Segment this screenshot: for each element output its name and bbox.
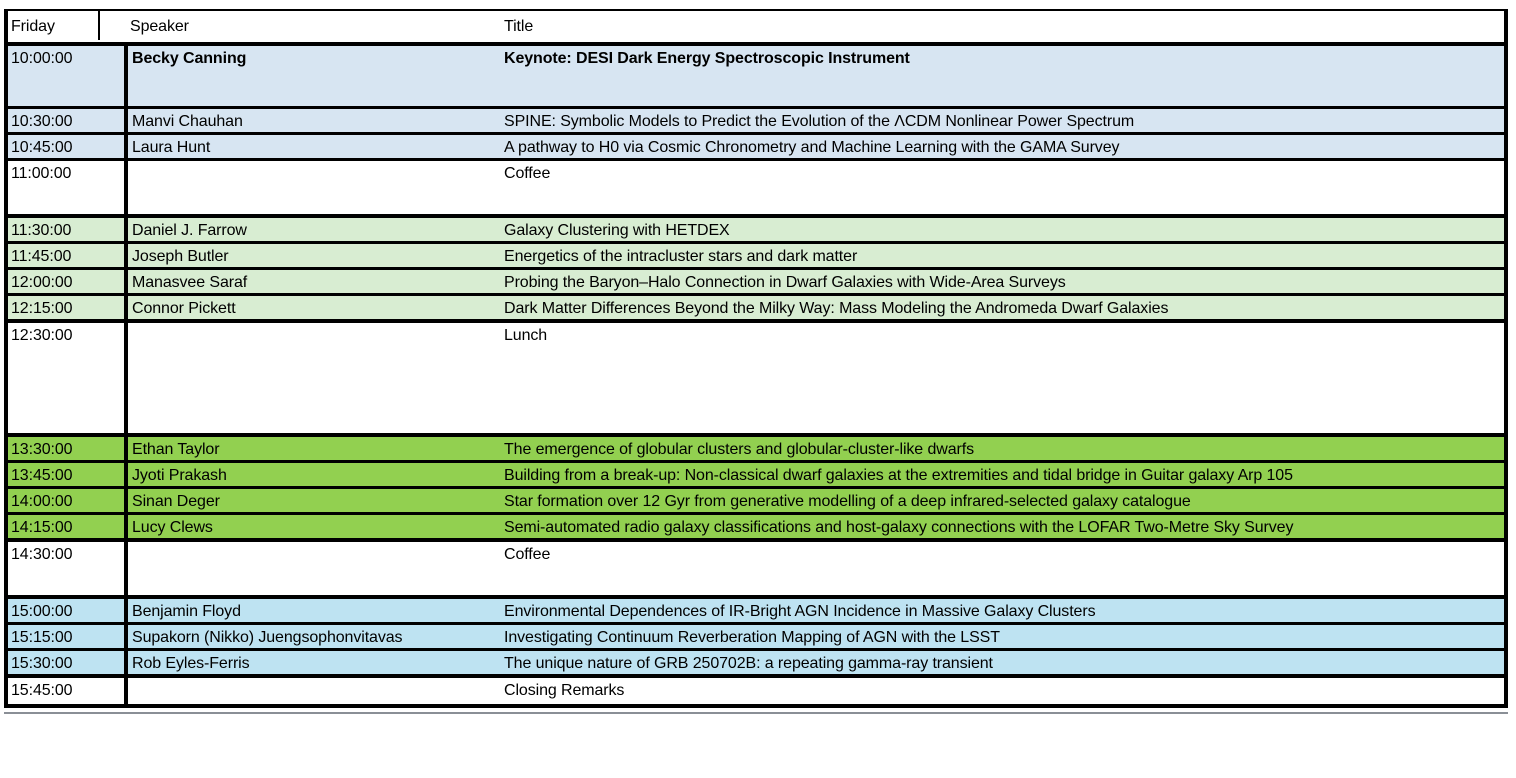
friday-schedule-table	[4, 9, 1508, 714]
cell-title: A pathway to H0 via Cosmic Chronometry and Machine Learning with the GAMA Survey	[500, 133, 1506, 159]
schedule-row	[6, 216, 1506, 243]
cell-speaker: Ethan Taylor	[126, 435, 500, 462]
cell-title: Building from a break-up: Non-classical dwarf galaxies at the extremities and tidal bridge in Guitar galaxy Arp 105	[500, 462, 1506, 488]
cell-speaker	[126, 540, 500, 597]
schedule-row	[6, 269, 1506, 295]
schedule-row	[6, 159, 1506, 216]
schedule-row	[6, 435, 1506, 462]
cell-time: 15:45:00	[6, 676, 126, 706]
schedule-row	[6, 295, 1506, 322]
cell-speaker: Rob Eyles-Ferris	[126, 650, 500, 677]
schedule-row	[6, 676, 1506, 706]
col-header-speaker: Speaker	[126, 10, 500, 44]
cell-speaker	[126, 676, 500, 706]
cell-time: 15:30:00	[6, 650, 126, 677]
cell-time: 10:00:00	[6, 44, 126, 107]
schedule-row	[6, 488, 1506, 514]
cell-title: Coffee	[500, 159, 1506, 216]
cell-title: The unique nature of GRB 250702B: a repeating gamma-ray transient	[500, 650, 1506, 677]
cell-title: Investigating Continuum Reverberation Mapping of AGN with the LSST	[500, 624, 1506, 650]
cell-time: 14:15:00	[6, 514, 126, 541]
cell-speaker: Laura Hunt	[126, 133, 500, 159]
schedule-row	[6, 107, 1506, 133]
cell-title: Keynote: DESI Dark Energy Spectroscopic Instrument	[500, 44, 1506, 107]
schedule-row	[6, 44, 1506, 107]
cell-speaker: Supakorn (Nikko) Juengsophonvitavas	[126, 624, 500, 650]
schedule-row	[6, 597, 1506, 624]
cell-time: 15:00:00	[6, 597, 126, 624]
cell-speaker: Joseph Butler	[126, 243, 500, 269]
cell-time: 11:00:00	[6, 159, 126, 216]
schedule-row	[6, 540, 1506, 597]
cell-time: 14:00:00	[6, 488, 126, 514]
cell-title: Galaxy Clustering with HETDEX	[500, 216, 1506, 243]
header-row	[6, 10, 1506, 44]
cropped-next-table-edge	[4, 712, 1508, 714]
header-column-divider	[98, 11, 100, 40]
cell-speaker: Manvi Chauhan	[126, 107, 500, 133]
cell-time: 14:30:00	[6, 540, 126, 597]
schedule-table	[4, 9, 1508, 708]
cell-title: Dark Matter Differences Beyond the Milky Way: Mass Modeling the Andromeda Dwarf Galaxies	[500, 295, 1506, 322]
schedule-row	[6, 462, 1506, 488]
cell-title: The emergence of globular clusters and globular-cluster-like dwarfs	[500, 435, 1506, 462]
cell-speaker: Becky Canning	[126, 44, 500, 107]
schedule-body	[6, 44, 1506, 706]
cell-title: Probing the Baryon–Halo Connection in Dwarf Galaxies with Wide-Area Surveys	[500, 269, 1506, 295]
schedule-row	[6, 243, 1506, 269]
cell-time: 15:15:00	[6, 624, 126, 650]
cell-speaker	[126, 159, 500, 216]
cell-speaker	[126, 321, 500, 435]
cell-time: 13:45:00	[6, 462, 126, 488]
cell-speaker: Sinan Deger	[126, 488, 500, 514]
cell-speaker: Lucy Clews	[126, 514, 500, 541]
cell-title: Energetics of the intracluster stars and dark matter	[500, 243, 1506, 269]
cell-title: SPINE: Symbolic Models to Predict the Evolution of the ΛCDM Nonlinear Power Spectrum	[500, 107, 1506, 133]
cell-title: Closing Remarks	[500, 676, 1506, 706]
schedule-row	[6, 624, 1506, 650]
schedule-row	[6, 650, 1506, 677]
col-header-day: Friday	[6, 10, 126, 44]
cell-speaker: Connor Pickett	[126, 295, 500, 322]
schedule-row	[6, 133, 1506, 159]
cell-time: 11:45:00	[6, 243, 126, 269]
cell-speaker: Jyoti Prakash	[126, 462, 500, 488]
schedule-header	[6, 10, 1506, 44]
cell-title: Coffee	[500, 540, 1506, 597]
cell-title: Lunch	[500, 321, 1506, 435]
schedule-row	[6, 514, 1506, 541]
cell-time: 12:15:00	[6, 295, 126, 322]
cell-speaker: Daniel J. Farrow	[126, 216, 500, 243]
cell-title: Star formation over 12 Gyr from generative modelling of a deep infrared-selected galaxy catalogue	[500, 488, 1506, 514]
cell-title: Semi-automated radio galaxy classifications and host-galaxy connections with the LOFAR Two-Metre Sky Survey	[500, 514, 1506, 541]
cell-time: 12:00:00	[6, 269, 126, 295]
cell-time: 13:30:00	[6, 435, 126, 462]
cell-time: 10:30:00	[6, 107, 126, 133]
col-header-title: Title	[500, 10, 1506, 44]
schedule-row	[6, 321, 1506, 435]
cell-time: 12:30:00	[6, 321, 126, 435]
cell-time: 11:30:00	[6, 216, 126, 243]
cell-speaker: Benjamin Floyd	[126, 597, 500, 624]
cell-speaker: Manasvee Saraf	[126, 269, 500, 295]
cell-title: Environmental Dependences of IR-Bright AGN Incidence in Massive Galaxy Clusters	[500, 597, 1506, 624]
cell-time: 10:45:00	[6, 133, 126, 159]
